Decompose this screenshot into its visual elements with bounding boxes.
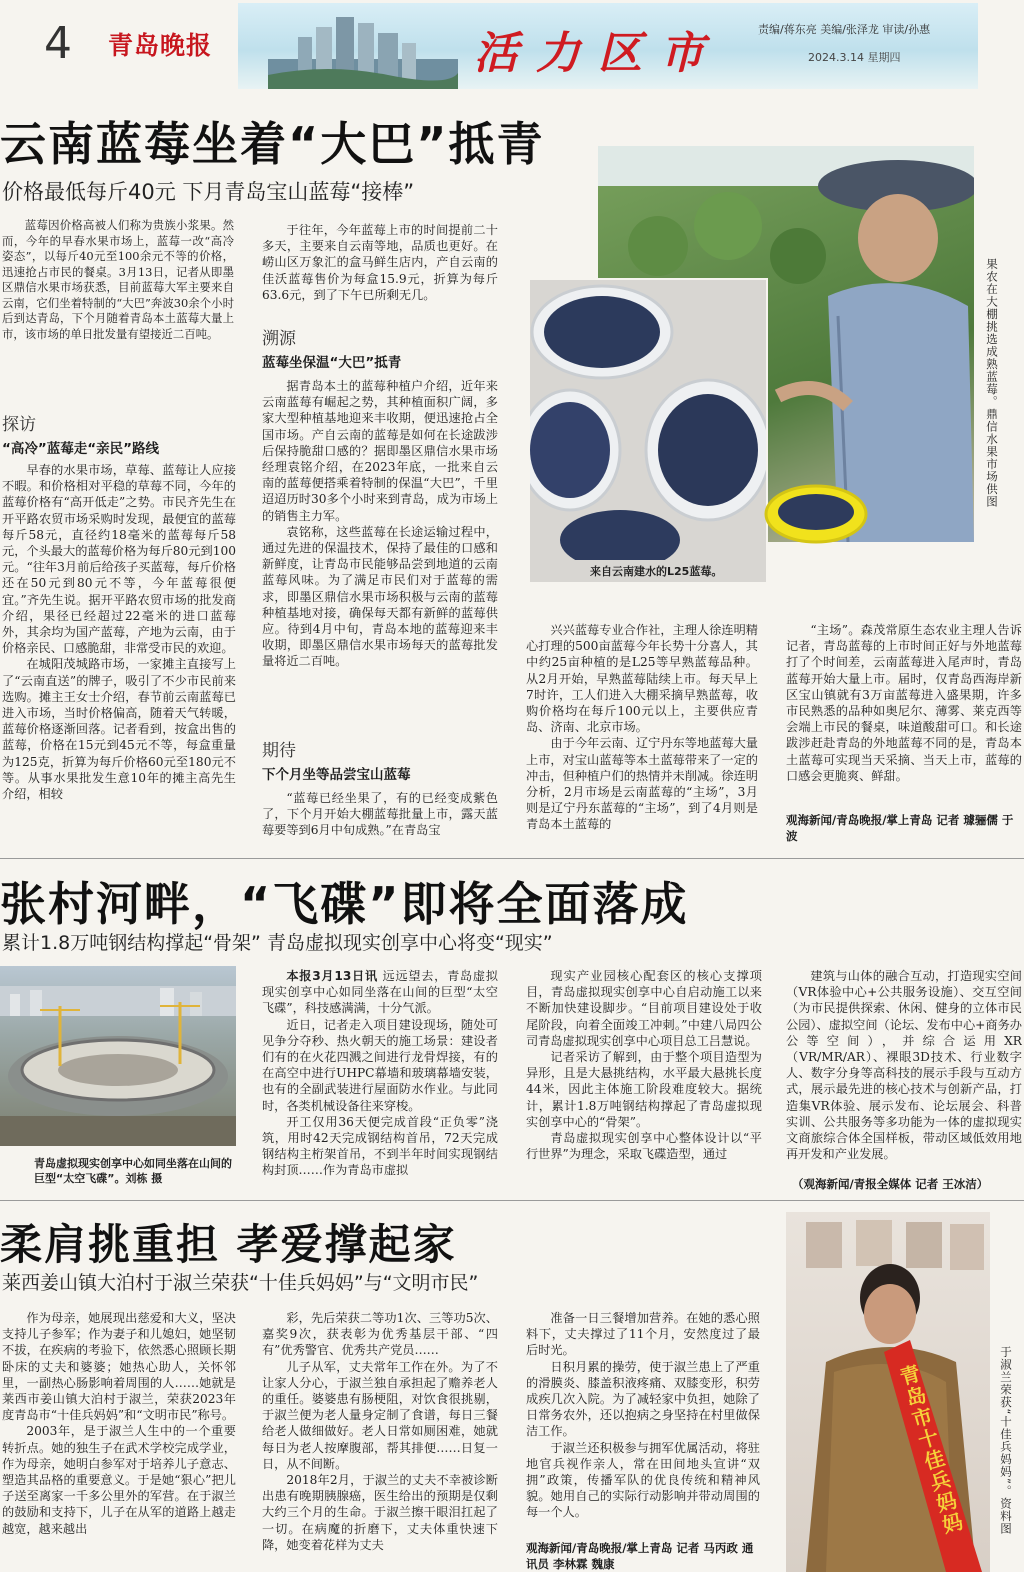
story2-column3 — [786, 968, 1022, 1176]
story1-c2-p1: 于往年，今年蓝莓上市的时间提前二十多天，主要来自云南等地，品质也更好。在崂山区万象汇的盒马鲜生店内，产自云南的佳沃蓝莓售价为每盒15.9元，折算为每斤63.6元，到了下午已所剩无几。 — [262, 223, 498, 302]
section-title: 活力区市 — [474, 28, 722, 79]
page-number: 4 — [44, 18, 72, 69]
story1-section3-head — [262, 730, 498, 791]
story1-column1 — [2, 462, 236, 846]
yellow-basket-illustration — [764, 476, 884, 546]
subhead-affordable: “高冷”蓝莓走“亲民”路线 — [2, 441, 159, 457]
subhead-baoshan: 下个月坐等品尝宝山蓝莓 — [262, 767, 411, 783]
yu-shulan-photo-caption: 于淑兰荣获“十佳兵妈妈”。资料图 — [999, 1346, 1013, 1535]
section-banner — [238, 3, 978, 89]
story3-headline: 柔肩挑重担 孝爱撑起家 — [0, 1220, 457, 1269]
story3-column2 — [262, 1310, 498, 1572]
divider-2 — [0, 1200, 1024, 1201]
story1-column2-mid — [262, 378, 498, 724]
yu-shulan-photo — [786, 1212, 990, 1572]
blueberry-photo-caption: 来自云南建水的L25蓝莓。 — [590, 565, 723, 578]
story1-headline: 云南蓝莓坐着“大巴”抵青 — [0, 117, 545, 171]
story1-section1-head — [2, 404, 234, 465]
divider-1 — [0, 858, 1024, 859]
issue-date: 2024.3.14 星期四 — [808, 51, 901, 64]
story1-intro-text: 蓝莓因价格高被人们称为贵族小浆果。然而，今年的早春水果市场上，蓝莓一改“高冷姿态”，以每斤40元至100余元不等的价格，迅速抢占市民的餐桌。3月13日，记者从即墨区鼎信水果市场获悉，目前蓝莓大军主要来自云南，它们坐着特制的“大巴”奔波30余个小时后到达青岛，下个月随着青岛本土蓝莓大量上市，该市场的单日批发量有望接近二百吨。 — [2, 218, 234, 341]
story3-c2-p1: 彩，先后荣获二等功1次、三等功5次、嘉奖9次，获表彰为优秀基层干部、“四有”优秀警官、优秀共产党员…… — [262, 1311, 498, 1358]
story1-c3-p2: 由于今年云南、辽宁丹东等地蓝莓大量上市，对宝山蓝莓等本土蓝莓带来了一定的冲击，但种植户们的热情并未削减。徐连明分析，2月市场是云南蓝莓的“主场”，3月则是辽宁丹东蓝莓的“主场”，到了4月则是青岛本土蓝莓的 — [526, 736, 758, 832]
story3-c2-p2: 儿子从军，丈夫常年工作在外。为了不让家人分心，于淑兰独自承担起了赡养老人的重任。婆婆患有肠梗阻，对饮食很挑剔，于淑兰便为老人量身定制了食谱，每日三餐给老人做细做好。老人日常如厕困难，她就每日为老人按摩腹部，帮其排便……日复一日，从不间断。 — [262, 1359, 498, 1471]
ufo-photo-caption: 青岛虚拟现实创享中心如同坐落在山间的巨型“太空飞碟”。刘栋 摄 — [34, 1157, 232, 1185]
story1-intro — [2, 218, 234, 398]
story1-byline: 观海新闻/青岛晚报/掌上青岛 记者 璩骊儒 于波 — [786, 813, 1014, 843]
story1-c2-p2: 据青岛本土的蓝莓种植户介绍，近年来云南蓝莓有崛起之势，其种植面积广阔，多家大型种植基地迎来丰收期，便迅速抢占全国市场。产自云南的蓝莓是如何在长途跋涉后保持脆甜口感的？据即墨区鼎信水果市场经理袁铭介绍，在2023年底，一批来自云南的蓝莓便搭乘着特制的保温“大巴”，千里迢迢历时30多个小时来到青岛，成为市场上的销售主力军。 — [262, 379, 498, 523]
blueberry-basket-illustration — [530, 280, 766, 560]
yellow-basket-photo — [764, 476, 884, 546]
story2-column1 — [262, 968, 498, 1192]
story2-headline: 张村河畔，“飞碟”即将全面落成 — [0, 877, 689, 931]
story3-column1 — [2, 1310, 236, 1572]
story2-column2 — [526, 968, 762, 1192]
story3-c1-p1: 作为母亲，她展现出慈爱和大义，坚决支持儿子参军；作为妻子和儿媳妇，她坚韧不拔，在疾病的考验下，依然悉心照顾长期卧床的丈夫和婆婆；她热心助人，关怀邻里，一副热心肠影响着周围的人……她就是莱西市姜山镇大泊村于淑兰，荣获2023年度青岛市“十佳兵妈妈”和“文明市民”称号。 — [2, 1311, 236, 1423]
ufo-building-photo — [0, 966, 236, 1146]
story1-c4-p1: “主场”。森茂常原生态农业主理人告诉记者，青岛蓝莓的上市时间正好与外地蓝莓打了个时间差，云南蓝莓进入尾声时，青岛蓝莓开始大量上市。届时，仅青岛西海岸新区宝山镇就有3万亩蓝莓进入盛果期，许多市民熟悉的品种如奥尼尔、薄雾、莱克西等会端上市民的餐桌，味道酸甜可口。和长途跋涉赶赴青岛的外地蓝莓不同的是，青岛本土蓝莓可实现当天采摘、当天上市，蓝莓的口感会更脆爽、鲜甜。 — [786, 623, 1022, 783]
story2-c1-p3: 开工仅用36天便完成首段“正负零”浇筑，用时42天完成钢结构首吊，72天完成钢结构主桁架首吊，不到半年时间实现钢结构封顶……作为青岛市虚拟 — [262, 1114, 498, 1178]
newspaper-logo: 青岛晚报 — [108, 31, 213, 60]
story3-c2-p3: 2018年2月，于淑兰的丈夫不幸被诊断出患有晚期胰腺癌，医生给出的预期是仅剩大约三个月的生命。于淑兰擦干眼泪扛起了一切。在病魔的折磨下，丈夫体重快速下降，她变着花样为丈夫 — [262, 1473, 498, 1552]
story2-c2-p1: 现实产业园核心配套区的核心支撑项目，青岛虚拟现实创享中心自启动施工以来不断加快建设脚步。“目前项目建设处于收尾阶段，向着全面竣工冲刺。”中建八局四公司青岛虚拟现实创享中心项目总工吕慧说。 — [526, 969, 762, 1048]
story1-subhead: 价格最低每斤40元 下月青岛宝山蓝莓“接棒” — [2, 180, 415, 204]
story1-column4 — [786, 622, 1022, 812]
story3-byline: 观海新闻/青岛晚报/掌上青岛 记者 马丙政 通讯员 李林霖 魏康 — [526, 1541, 754, 1571]
editor-credits: 责编/蒋东亮 美编/张泽龙 审读/孙惠 — [758, 23, 931, 36]
story3-c3-p1: 准备一日三餐增加营养。在她的悉心照料下，丈夫撑过了11个月，安然度过了最后时光。 — [526, 1311, 760, 1358]
story2-c1-p1: 远远望去，青岛虚拟现实创享中心如同坐落在山间的巨型“太空飞碟”，科技感满满，十分气派。 — [262, 969, 498, 1016]
story2-dateline: 本报3月13日讯 — [286, 969, 378, 983]
story1-column2-bottom — [262, 790, 498, 846]
blueberry-basket-photo — [528, 278, 768, 584]
kicker-probe: 探访 — [2, 415, 36, 435]
story1-c1-p1: 早春的水果市场，草莓、蓝莓让人应接不暇。和价格相对平稳的草莓不同，今年的蓝莓价格有“高开低走”之势。市民齐先生在开平路农贸市场采购时发现，最便宜的蓝莓每斤58元，直径约18毫米的蓝莓每斤58元，个头最大的蓝莓价格为每斤80元到100元。“往年3月前后给孩子买蓝莓，每斤价格还在50元到80元不等，今年蓝莓很便宜。”齐先生说。据开平路农贸市场的批发商介绍，果径已经超过22毫米的进口蓝莓外，其余均为国产蓝莓，产地为云南，由于价格亲民、口感脆甜，非常受市民的欢迎。 — [2, 463, 236, 656]
story1-column3 — [526, 622, 758, 848]
story1-c2-p4: “蓝莓已经坐果了，有的已经变成紫色了，下个月开始大棚蓝莓批量上市，露天蓝莓要等到6月中旬成熟。”在青岛宝 — [262, 791, 498, 838]
story1-section2-head — [262, 318, 498, 379]
farmer-photo-caption: 果农在大棚挑选成熟蓝莓。鼎信水果市场供图 — [985, 258, 999, 508]
kicker-expect: 期待 — [262, 741, 296, 761]
story3-c3-p2: 日积月累的操劳，使于淑兰患上了严重的滑膜炎、膝盖积液疼痛、双膝变形，积劳成疾几次入院。为了减轻家中负担，她除了日常务农外，还以抱病之身坚持在村里做保洁工作。 — [526, 1359, 760, 1439]
story2-c2-p3: 青岛虚拟现实创享中心整体设计以“平行世界”为理念，采取飞碟造型，通过 — [526, 1131, 762, 1162]
story2-c3-p1: 建筑与山体的融合互动，打造现实空间（VR体验中心+公共服务设施）、交互空间（为市民提供探索、休闲、健身的立体市民公园）、虚拟空间（论坛、发布中心+商务办公等空间），并综合运用XR（VR/MR/AR）、裸眼3D技术、行业数字人、数字分身等高科技的展示手段与互动方式，展示最先进的核心技术与创新产品，打造集VR体验、展示发布、论坛展会、科普实训、公共服务等多功能为一体的虚拟现实文商旅综合体全国样板，带动区域低效用地再开发和产业发展。 — [786, 969, 1022, 1162]
story1-c1-p2: 在城阳茂城路市场，一家摊主直接写上了“云南直送”的牌子，吸引了不少市民前来选购。摊主王女士介绍，春节前云南蓝莓已进入市场，当时价格偏高，随着天气转暖，蓝莓价格逐渐回落。记者看到，按盒出售的蓝莓，价格在15元到45元不等，每盒重量为125克，折算为每斤价格60元至180元不等。从事水果批发生意10年的摊主高先生介绍，相较 — [2, 657, 236, 802]
story2-subhead: 累计1.8万吨钢结构撑起“骨架” 青岛虚拟现实创享中心将变“现实” — [2, 932, 553, 954]
story3-subhead: 莱西姜山镇大泊村于淑兰荣获“十佳兵妈妈”与“文明市民” — [2, 1272, 479, 1294]
story2-c1-p2: 近日，记者走入项目建设现场，随处可见争分夺秒、热火朝天的施工场景：建设者们有的在火花四溅之间进行龙骨焊接，有的在高空中进行UHPC幕墙和玻璃幕墙安装，也有的全副武装进行屋面防水作业。与此同时，各类机械设备往来穿梭。 — [262, 1017, 498, 1113]
city-skyline-illustration — [268, 9, 458, 89]
story2-c2-p2: 记者采访了解到，由于整个项目造型为异形，且是大悬挑结构，水平最大悬挑长度44米，因此主体施工阶段难度较大。据统计，累计1.8万吨钢结构撑起了青岛虚拟现实创享中心的“骨架”。 — [526, 1050, 762, 1129]
story3-c3-p3: 于淑兰还积极参与拥军优属活动，将驻地官兵视作亲人，常在田间地头宣讲“双拥”政策，传播军队的优良传统和精神风貌。她用自己的实际行动影响并带动周围的每一个人。 — [526, 1440, 760, 1520]
story3-c1-p2: 2003年，是于淑兰人生中的一个重要转折点。她的独生子在武术学校完成学业，作为母亲，她明白参军对于培养儿子意志、塑造其品格的重要意义。于是她“狠心”把儿子送至离家一千多公里外的军营。在于淑兰的鼓励和支持下，儿子在从军的道路上越走越宽，越来越出 — [2, 1424, 236, 1536]
story3-column3 — [526, 1310, 760, 1536]
subhead-bus: 蓝莓坐保温“大巴”抵青 — [262, 355, 402, 371]
ufo-building-illustration — [0, 966, 236, 1146]
story1-column2-top — [262, 222, 498, 312]
story2-byline: （观海新闻/青报全媒体 记者 王冰洁） — [792, 1177, 989, 1191]
story1-c2-p3: 袁铭称，这些蓝莓在长途运输过程中，通过先进的保温技术，保持了最佳的口感和新鲜度，让青岛市民能够品尝到地道的云南蓝莓风味。为了满足市民们对于蓝莓的需求，即墨区鼎信水果市场积极与云南的蓝莓种植基地对接，确保每天都有新鲜的蓝莓供应。待到4月中旬，青岛本地的蓝莓迎来丰收期，即墨区鼎信水果市场每天的蓝莓批发量将近二百吨。 — [262, 524, 498, 669]
kicker-source: 溯源 — [262, 329, 296, 349]
story1-c3-p1: 兴兴蓝莓专业合作社，主理人徐连明精心打理的500亩蓝莓今年长势十分喜人，其中约25亩种植的是L25等早熟蓝莓品种。从2月开始，早熟蓝莓陆续上市。每天早上7时许，工人们进入大棚采摘早熟蓝莓，收购价格均在每斤100元以上，主要供应青岛、济南、北京市场。 — [526, 623, 758, 735]
sash-text: 青岛市十佳兵妈妈 — [894, 1362, 966, 1539]
